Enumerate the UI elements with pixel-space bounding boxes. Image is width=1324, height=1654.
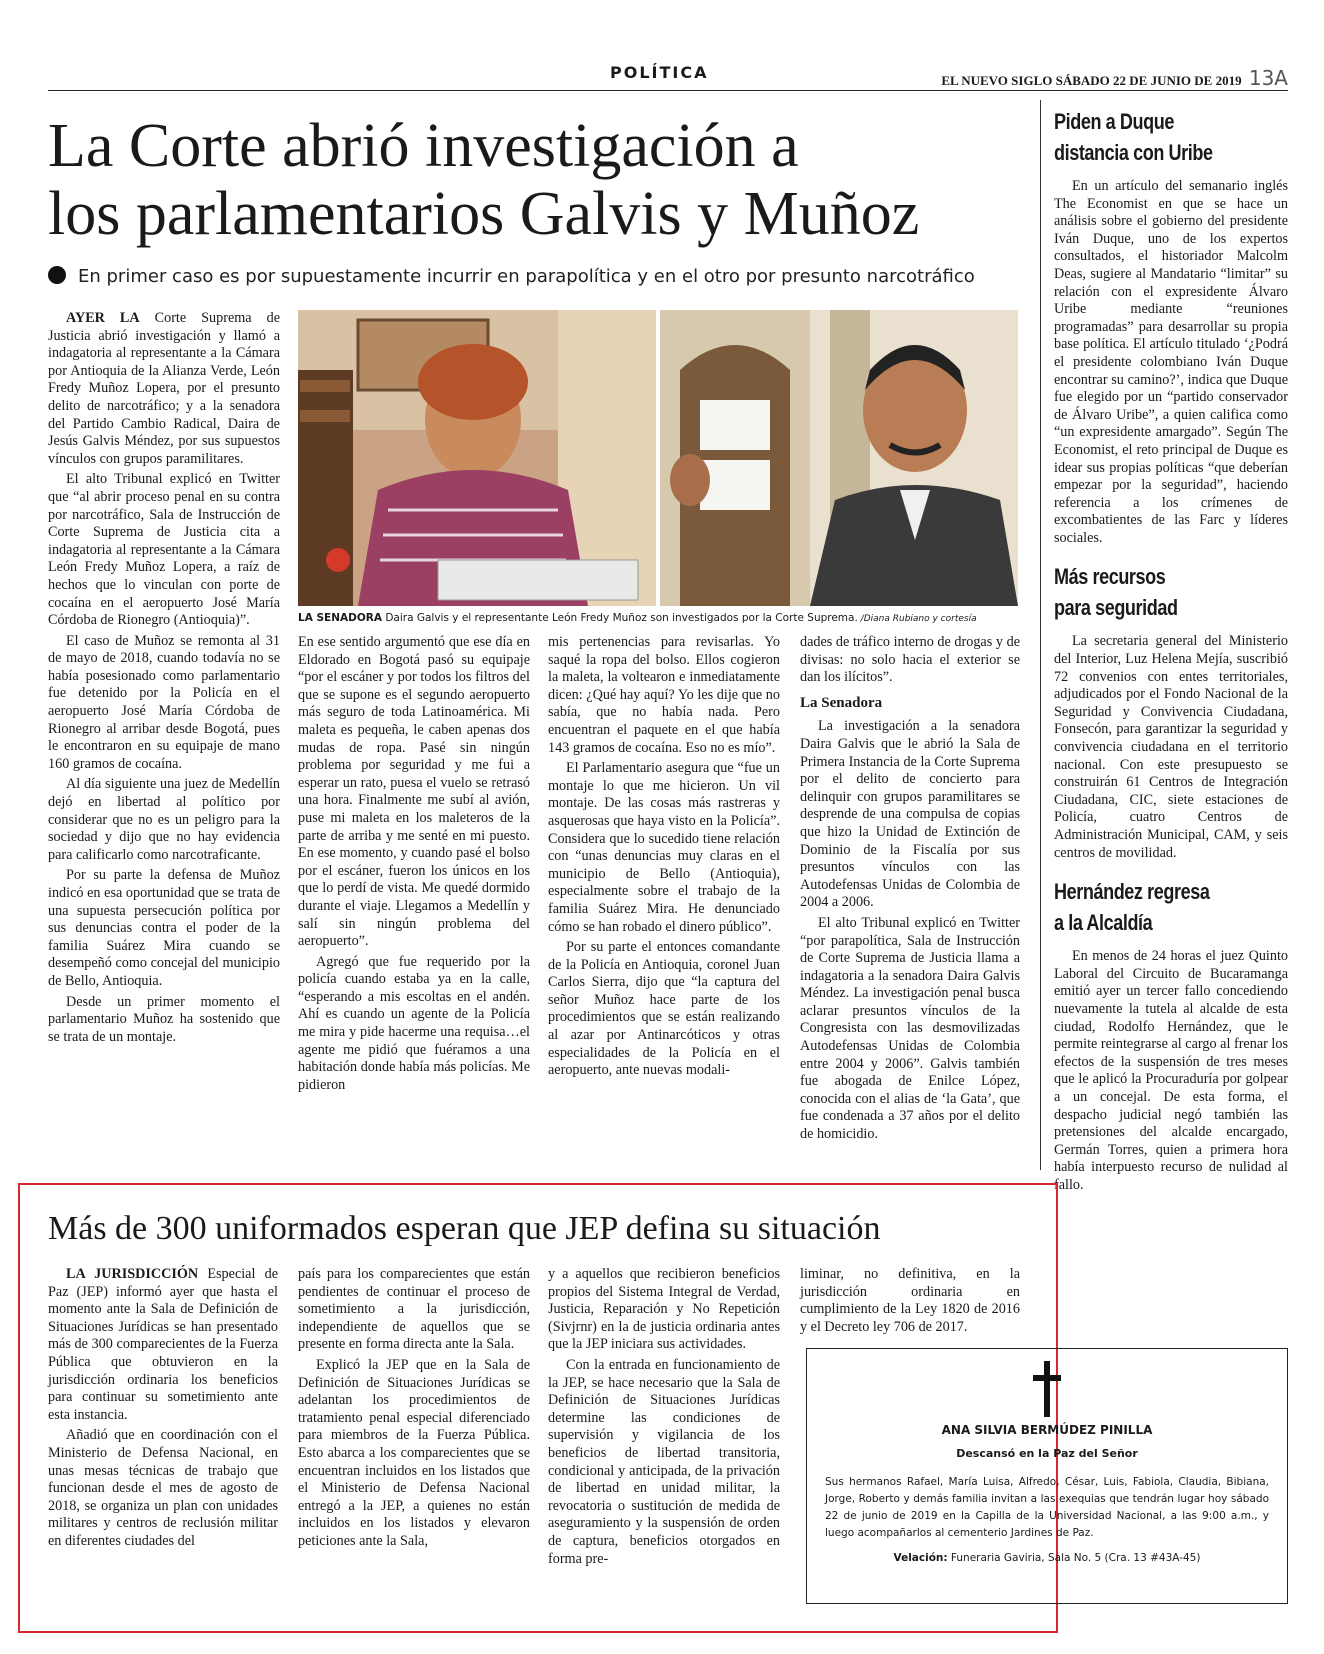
sidebar [1054,106,1288,1195]
issue-date: SÁBADO 22 DE JUNIO DE 2019 [1055,73,1242,88]
paragraph: y a aquellos que recibieron beneficios propios del Sistema Integral de Verdad, Justicia, Reparación y No Repetición (Sivjrnr) en la de justicia ordinaria antes que la JEP iniciara sus actividades. [548,1266,780,1353]
paragraph: Especial de Paz (JEP) informó ayer que hasta el momento ante la Sala de Definición de Situaciones Jurídicas se han presentado más de 300 comparecientes de la Fuerza Pública que obtuvieron en la jurisdicción ordinaria los beneficios para continuar su sometimiento ante esta instancia. [48,1266,278,1423]
paragraph: Añadió que en coordinación con el Ministerio de Defensa Nacional, en unas mesas técnicas de trabajo que funcionan desde el mes de agosto de 2018, se organiza un plan con unidades militares y centros de reclusión militar en diferentes ciudades del [48,1427,278,1549]
bottom-column-3 [548,1266,780,1571]
paragraph: Por su parte el entonces comandante de la Policía en Antioquia, coronel Juan Carlos Sierra, dijo que “la captura del señor Muñoz hace parte de los procedimientos que se están realizando al azar por Antinarcóticos y otras especialidades de la Policía en el aeropuerto, ante nuevas modali- [548,939,780,1079]
paragraph: Agregó que fue requerido por la policía cuando estaba ya en la calle, “esperando a mis escoltas en el andén. Ahí es cuando un agente de la Policía me mira y pide hacerme una requisa…el agente me pidió que fuéramos a una habitación donde había más policías. Me pidieron [298,953,530,1093]
headline-line: distancia con Uribe [1054,140,1213,165]
main-headline [48,112,1038,248]
sidebar-headline-2 [1054,561,1246,623]
velacion-label: Velación: [893,1552,948,1564]
bottom-headline: Más de 300 uniformados esperan que JEP defina su situación [48,1210,881,1247]
subhead-text: En primer caso es por supuestamente incurrir en parapolítica y en el otro por presunto narcotráfico [78,266,975,287]
sidebar-body-3: En menos de 24 horas el juez Quinto Laboral del Circuito de Bucaramanga emitió ayer un tercer fallo concediendo nuevamente la tutela al alcalde de esta ciudad, Rodolfo Hernández, que le permite reintegrarse al cargo al frenar los efectos de la suspensión de tres meses que le aplicó la Procuraduría por golpear a un concejal. De esta forma, el despacho judicial negó también las pretensiones del alcalde encargado, Germán Torres, quien a primera hora había interpuesto recurso de nulidad al fallo. [1054,948,1288,1193]
headline-line: Más recursos [1054,564,1166,590]
headline-line: para seguridad [1054,595,1178,621]
lead-in: LA JURISDICCIÓN [66,1266,199,1282]
obituary-notice [806,1348,1288,1604]
velacion-text: Funeraria Gaviria, Sala No. 5 (Cra. 13 #43A-45) [947,1552,1201,1564]
main-subhead [48,266,1028,287]
paragraph: país para los comparecientes que están pendientes de continuar el proceso de sometimiento a la jurisdicción, independiente de aquellos que se presente en forma directa ante la Sala. [298,1266,530,1353]
paragraph: Explicó la JEP que en la Sala de Definición de Situaciones Jurídicas se adelantan los procedimientos de tratamiento penal especial diferenciado para miembros de la Fuerza Pública. Esto abarca a los comparecientes que se encuentran incluidos en los listados que el Ministerio de Defensa Nacional entregó a la JEP, a quienes no están incluidos en los listados y elevaron peticiones ante la Sala, [298,1356,530,1549]
article-column-2 [298,634,530,1097]
photo-credit: /Diana Rubiano y cortesía [857,614,977,624]
paragraph: En ese sentido argumentó que ese día en Eldorado en Bogotá pasó su equipaje “por el escáner y por todos los filtros del que se supone es el segundo aeropuerto más seguro de toda Latinoamérica. Mi maleta es pequeña, le caben apenas dos mudas de ropa. Pasé sin ningún problema por seguridad y me fui a esperar un rato, puesa el vuelo se retrasó una hora. Finalmente me subí al avión, puse mi maleta en los maleteros de la parte de arriba y me senté en mi puesto. En ese momento, y cuando pasé el bolso por el escáner, fueron los únicos en los que lo perdí de vista. Me quedé dormido durante el viaje. Llegamos a Medellín y salí sin ningún problema del aeropuerto”. [298,634,530,950]
photo-representative-munoz [660,310,1018,606]
sidebar-headline-1 [1054,106,1246,168]
cross-icon [1029,1361,1065,1417]
article-column-1 [48,310,280,1049]
headline-line: a la Alcaldía [1054,910,1153,936]
paragraph: Con la entrada en funcionamiento de la JEP, se hace necesario que la Sala de Definición de Situaciones Jurídicas determine las condiciones de supervisión y vigilancia de los beneficios de libertad transitoria, condicional y anticipada, de la privación de libertad en unidad militar, la revocatoria o sustitución de medida de aseguramiento y la suspensión de orden de captura, beneficios otorgados en forma pre- [548,1356,780,1567]
caption-lead: LA SENADORA [298,612,382,624]
column-rule [1040,100,1041,1170]
headline-line-1: La Corte abrió investigación a [48,112,799,180]
photo-caption [298,612,1018,624]
paragraph: Por su parte la defensa de Muñoz indicó en esa oportunidad que se trata de una supuesta persecución política por sus denuncias contra el poder de la familia Suárez Mira cuando se desempeñó como concejal del municipio de Bello, Antioquia. [48,867,280,989]
section-label: POLÍTICA [610,63,709,82]
paragraph: Desde un primer momento el parlamentario Muñoz ha sostenido que se trata de un montaje. [48,993,280,1045]
headline-line: Hernández regresa [1054,879,1210,905]
paragraph: El alto Tribunal explicó en Twitter “por parapolítica, Sala de Instrucción de Corte Suprema de Justicia llama a indagatoria a la senadora Daira Galvis Méndez. La investigación penal busca aclarar presuntos vínculos de la Congresista con las desmovilizadas Autodefensas Unidas de Colombia entre 2004 y 2006”. Galvis también fue abogada de Enilce López, conocida con el alias de ‘la Gata’, que fue condenada a 37 años por el delito de homicidio. [800,914,1020,1143]
paragraph: mis pertenencias para revisarlas. Yo saqué la ropa del bolso. Ellos cogieron la maleta, la voltearon e inmediatamente dicen: ¿Qué hay aquí? Yo les dije que no sabía, que no había nada. Pero encuentran el paquete en el que había 143 gramos de cocaína. Eso no es mío”. [548,634,780,756]
article-column-3 [548,634,780,1083]
paragraph: Al día siguiente una juez de Medellín dejó en libertad al político por considerar que no es un peligro para la sociedad y dijo que no hay evidencia para calificarlo como narcotraficante. [48,776,280,863]
paragraph: El alto Tribunal explicó en Twitter que “al abrir proceso penal en su contra por narcotráfico, Sala de Instrucción de Corte Suprema de Justicia cita a indagatoria al representante a la Cámara León Fredy Muñoz Lopera, a raíz de hechos que lo vinculan con porte de cocaína en el aeropuerto José María Córdoba de Rionegro (Antioquia)”. [48,471,280,629]
newspaper-name: EL NUEVO SIGLO [941,73,1053,88]
sidebar-headline-3 [1054,876,1246,938]
obituary-subtitle: Descansó en la Paz del Señor [956,1447,1138,1460]
article-column-4 [800,634,1020,1147]
photo-senator-galvis [298,310,656,606]
bottom-column-4 [800,1266,1020,1339]
obituary-body: Sus hermanos Rafael, María Luisa, Alfredo, César, Luis, Fabiola, Claudia, Bibiana, Jorge, Roberto y demás familia invitan a las exequias que tendrán lugar hoy sábado 22 de junio de 2019 en la Capilla de la Universidad Nacional, a las 9:00 a.m., y luego acompañarlos al cementerio Jardines de Paz. [825,1476,1269,1539]
deceased-name: ANA SILVIA BERMÚDEZ PINILLA [941,1423,1153,1437]
paragraph: El Parlamentario asegura que “fue un montaje lo que me hicieron. Un vil montaje. De las cosas más rastreras y asquerosas que haya visto en la Policía”. Considera que lo sucedido tiene relación con “unas denuncias muy claras en el municipio de Bello (Antioquia), especialmente sobre el trabajo de la familia Suárez Mira. He denunciado cómo se han robado el dinero público”. [548,760,780,935]
paragraph: La investigación a la senadora Daira Galvis que le abrió la Sala de Primera Instancia de la Corte Suprema por el delito de concierto para delinquir con grupos paramilitares se desprende de una compulsa de copias que hizo la Unidad de Extinción de Dominio de la Fiscalía por sus presuntos vínculos con las Autodefensas Unidas de Colombia de 2004 a 2006. [800,718,1020,911]
paragraph: Corte Suprema de Justicia abrió investigación y llamó a indagatoria al representante a la Cámara por Antioquia de la Alianza Verde, León Fredy Muñoz Lopera, por el presunto delito de narcotráfico; y a la senadora del Partido Cambio Radical, Daira de Jesús Galvis Méndez, por sus supuestos vínculos con grupos paramilitares. [48,310,281,467]
bottom-column-2 [298,1266,530,1554]
page-number: 13A [1248,66,1288,90]
paragraph: El caso de Muñoz se remonta al 31 de mayo de 2018, cuando todavía no se había posesionado como parlamentario fue detenido por la Policía en el aeropuerto José María Córdoba de Rionegro al arribar desde Bogotá, pues le encontraron en su equipaje de mano 160 gramos de cocaína. [48,632,280,772]
sidebar-body-2: La secretaria general del Ministerio del Interior, Luz Helena Mejía, suscribió 72 convenios con entes territoriales, adjudicados por el Fondo Nacional de la Seguridad y Convivencia Ciudadana, Fonsecón, para garantizar la seguridad y convivencia ciudadana en el territorio nacional. Con este presupuesto se construirán 61 Centros de Integración Ciudadana, CIC, siete estaciones de Policía, cuatro Centros de Administración Municipal, CAM, y seis centros de movilidad. [1054,633,1288,861]
paragraph: dades de tráfico interno de drogas y de divisas: no solo hacia el exterior se dan los ilícitos”. [800,634,1020,686]
section-subhead: La Senadora [800,694,883,711]
sidebar-body-1: En un artículo del semanario inglés The Economist en que se hace un análisis sobre el gobierno del presidente Iván Duque, uno de los expertos consultados, el historiador Malcolm Deas, sugiere al Mandatario “limitar” su relación con el expresidente Álvaro Uribe mediante “reuniones programadas” para desarrollar su propia base política. El artículo titulado ‘¿Podrá el presidente colombiano Iván Duque encontrar su camino?’, indica que Duque fue elegido por un “partido conservador de Álvaro Uribe”, a quien califica como “un expresidente amargado”. Según The Economist, el reto principal de Duque es idear sus propias políticas “que deberían empezar por la seguridad”, haciendo referencia a los crímenes de excombatientes de las Farc y líderes sociales. [1054,178,1288,546]
bottom-column-1 [48,1266,278,1554]
obituary-velacion [807,1552,1287,1564]
masthead [941,66,1288,90]
paragraph: liminar, no definitiva, en la jurisdicción ordinaria en cumplimiento de la Ley 1820 de 2016 y el Decreto ley 706 de 2017. [800,1266,1020,1335]
headline-line-2: los parlamentarios Galvis y Muñoz [48,180,920,248]
lead-in: AYER LA [66,310,140,326]
bullet-icon [48,266,66,284]
caption-text: Daira Galvis y el representante León Fredy Muñoz son investigados por la Corte Suprema. [381,612,858,624]
headline-line: Piden a Duque [1054,109,1174,134]
